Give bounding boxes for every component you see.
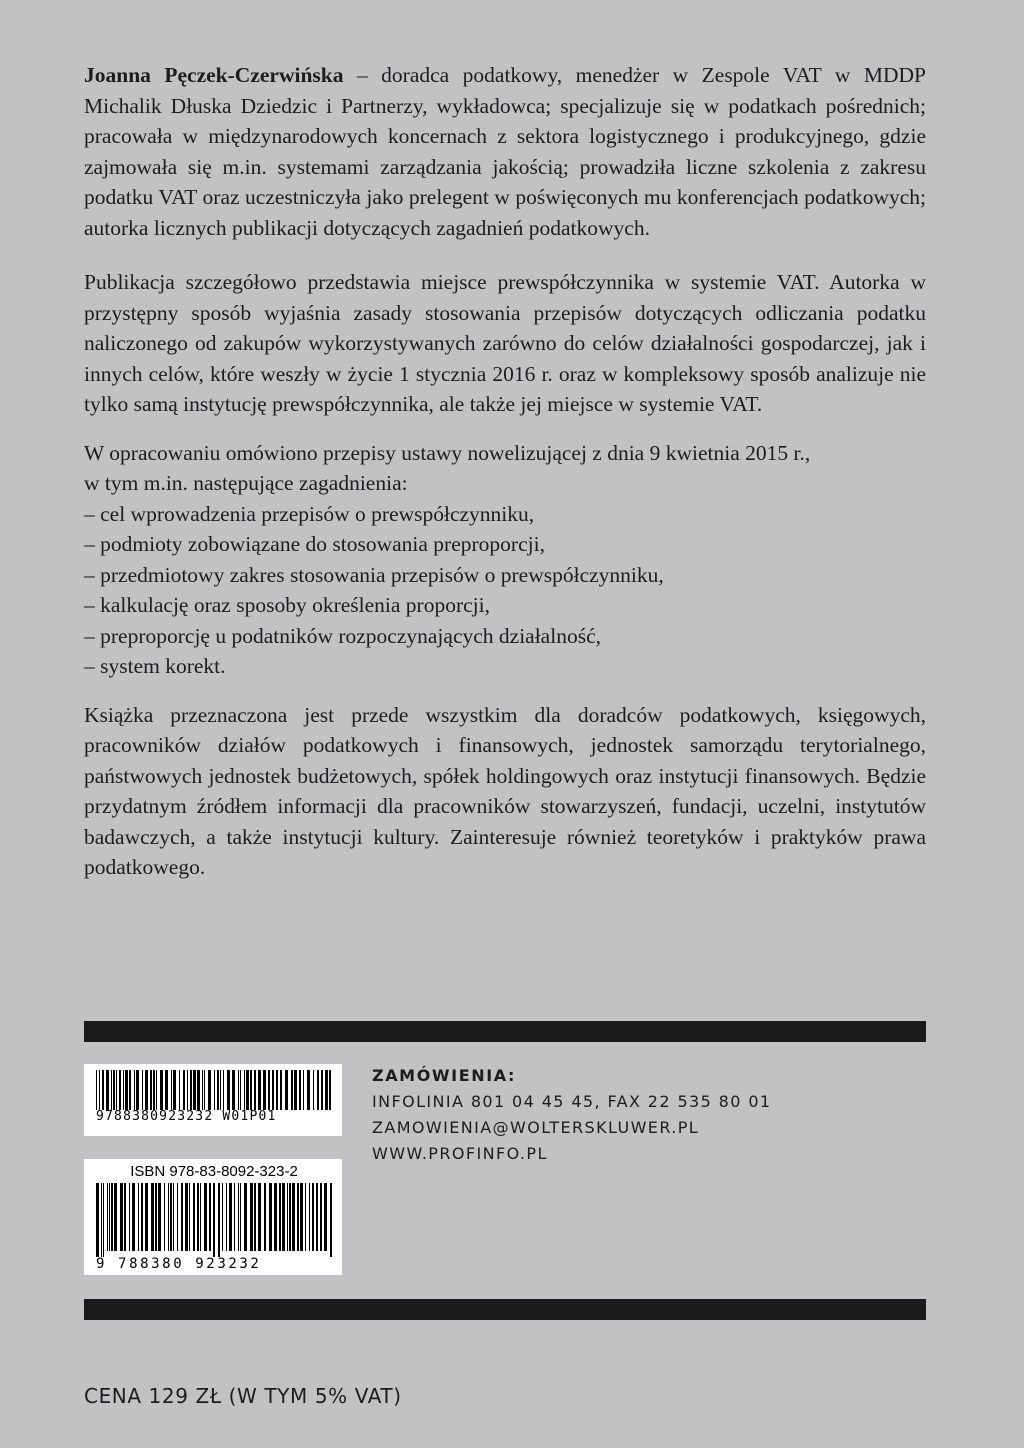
barcode-stripe	[109, 1183, 110, 1251]
barcode-stripe	[254, 1183, 256, 1251]
barcode-stripe	[158, 1183, 161, 1251]
barcode-stripe	[291, 1070, 293, 1110]
barcode-stripe	[238, 1070, 239, 1110]
barcode-stripe	[168, 1183, 169, 1251]
barcode-stripe	[193, 1070, 196, 1110]
isbn-digits: 9 788380 923232	[96, 1256, 262, 1272]
back-cover-text	[84, 60, 926, 883]
barcode-stripe	[187, 1070, 188, 1110]
barcode-stripe	[173, 1183, 174, 1251]
barcode-stripe	[269, 1183, 272, 1251]
barcode-stripe	[123, 1070, 124, 1110]
barcode-stripe	[138, 1183, 139, 1251]
barcode-stripe	[297, 1183, 299, 1251]
barcode-stripe	[282, 1183, 285, 1251]
barcode-stripe	[181, 1183, 183, 1251]
barcode-stripe	[164, 1183, 165, 1251]
barcode-stripe	[321, 1070, 323, 1110]
barcode-stripe	[113, 1070, 115, 1110]
barcode-stripe	[272, 1070, 274, 1110]
barcode-stripe	[217, 1070, 219, 1110]
barcode-stripe	[145, 1183, 148, 1251]
barcode-isbn	[84, 1159, 342, 1275]
barcode-stripe	[170, 1183, 172, 1251]
target-audience: Książka przeznaczona jest przede wszystkim dla doradców podatkowych, księgowych, pracowników działów podatkowych i finansowych, jednostek samorządu terytorialnego, państwowych jednostek budżetowych, spółek holdingowych oraz instytucji finansowych. Będzie przydatnym źródłem informacji dla pracowników stowarzyszeń, fundacji, uczelni, instytutów badawczych, a także instytucji kultury. Zainteresuje również teoretyków i praktyków prawa podatkowego.	[84, 702, 926, 879]
barcode-stripe	[106, 1070, 109, 1110]
barcode-stripe	[116, 1070, 117, 1110]
barcode-stripe	[220, 1070, 221, 1110]
barcode-stripe	[179, 1070, 180, 1110]
topic-item: – podmioty zobowiązane do stosowania preproporcji,	[84, 532, 545, 556]
barcode-stripe	[204, 1183, 207, 1251]
barcode-stripe	[226, 1183, 227, 1251]
author-bio-text: – doradca podatkowy, menedżer w Zespole VAT w MDDP Michalik Dłuska Dziedzic i Partnerzy, wykładowca; specjalizuje się w podatkach pośrednich; pracowała w międzynarodowych koncernach z sektora logistycznego i produkcyjnego, gdzie zajmowała się m.in. systemami zarządzania jakością; prowadziła liczne szkolenia z zakresu podatku VAT oraz uczestniczyła jako prelegent w poświęconych mu konferencjach podatkowych; autorka licznych publikacji dotyczących zagadnień podatkowych.	[84, 63, 926, 240]
scope-intro-line-1: W opracowaniu omówiono przepisy ustawy nowelizującej z dnia 9 kwietnia 2015 r.,	[84, 440, 811, 465]
barcode-stripe	[287, 1183, 288, 1251]
barcode-stripe	[173, 1070, 176, 1110]
divider-bar-top	[84, 1021, 926, 1042]
barcode-stripe	[190, 1070, 192, 1110]
barcode-stripe	[114, 1183, 117, 1251]
barcode-stripe	[234, 1183, 235, 1251]
barcode-stripe	[274, 1183, 277, 1251]
barcode-stripe	[294, 1070, 297, 1110]
barcode-internal	[84, 1064, 342, 1136]
barcode-stripe	[200, 1183, 201, 1251]
barcode-stripe	[223, 1070, 224, 1110]
barcode-stripe	[263, 1070, 266, 1110]
barcode-stripe	[107, 1183, 108, 1251]
barcode-stripe	[244, 1070, 245, 1110]
barcode-stripe	[103, 1183, 104, 1257]
barcode-internal-digits: 9788380923232 W01P01	[96, 1109, 277, 1124]
barcode-stripe	[214, 1070, 215, 1110]
barcode-stripe	[330, 1183, 332, 1257]
barcode-stripe	[193, 1183, 195, 1251]
barcode-stripe	[177, 1183, 178, 1251]
barcode-stripe	[145, 1070, 148, 1110]
barcode-stripe	[313, 1070, 314, 1110]
barcode-stripe	[222, 1183, 223, 1251]
barcode-stripe	[316, 1183, 318, 1251]
barcode-stripe	[292, 1183, 295, 1251]
barcode-stripe	[279, 1183, 281, 1251]
barcode-stripe	[244, 1183, 247, 1251]
topic-item: – preproporcję u podatników rozpoczynających działalność,	[84, 623, 601, 648]
barcode-stripe	[185, 1183, 188, 1251]
barcode-stripe	[258, 1183, 261, 1251]
barcode-stripe	[232, 1070, 235, 1110]
barcode-stripe	[258, 1070, 261, 1110]
barcode-stripe	[280, 1070, 282, 1110]
topic-item: – cel wprowadzenia przepisów o prewspółczynniku,	[84, 501, 535, 526]
barcode-stripe	[264, 1183, 266, 1251]
barcode-stripe	[197, 1070, 200, 1110]
order-info	[372, 1063, 771, 1167]
barcode-stripe	[246, 1070, 249, 1110]
barcode-stripe	[102, 1070, 104, 1110]
barcode-stripe	[320, 1183, 322, 1251]
barcode-stripe	[329, 1070, 331, 1110]
barcode-stripe	[299, 1070, 301, 1110]
barcode-stripe	[119, 1070, 121, 1110]
barcode-stripe	[101, 1183, 102, 1257]
scope-section	[84, 438, 926, 682]
barcode-stripe	[240, 1183, 241, 1251]
barcode-stripe	[285, 1070, 288, 1110]
barcode-stripe	[96, 1183, 99, 1257]
barcode-stripe	[99, 1070, 100, 1110]
barcode-stripe	[317, 1070, 319, 1110]
author-bio	[84, 60, 926, 243]
barcode-stripe	[312, 1183, 314, 1251]
isbn-label: ISBN 978-83-8092-323-2	[130, 1163, 298, 1180]
book-description: Publikacja szczegółowo przedstawia miejsce prewspółczynnika w systemie VAT. Autorka w przystępny sposób wyjaśnia zasady stosowania przepisów dotyczących odliczania podatku naliczonego od zakupów wykorzystywanych zarówno do celów działalności gospodarczej, jak i innych celów, które weszły w życie 1 stycznia 2016 r. oraz w kompleksowy sposób analizuje nie tylko samą instytucję prewspółczynnika, ale także jej miejsce w systemie VAT.	[84, 270, 926, 416]
barcode-stripe	[250, 1183, 253, 1251]
barcode-stripe	[155, 1183, 157, 1251]
barcode-stripe	[325, 1070, 328, 1110]
barcode-stripe	[197, 1183, 199, 1251]
barcode-stripe	[150, 1070, 152, 1110]
barcode-stripe	[136, 1070, 139, 1110]
barcode-stripe	[303, 1070, 304, 1110]
barcode-stripe	[202, 1070, 203, 1110]
topic-item: – kalkulację oraz sposoby określenia proporcji,	[84, 593, 490, 617]
barcode-stripe	[142, 1070, 143, 1110]
barcode-stripe	[120, 1183, 123, 1251]
divider-bar-bottom	[84, 1299, 926, 1320]
barcode-stripe	[156, 1070, 157, 1110]
barcode-stripe	[183, 1070, 185, 1110]
topic-item: – system korekt.	[84, 654, 226, 678]
author-name: Joanna Pęczek-Czerwińska	[84, 63, 344, 87]
barcode-stripe	[134, 1070, 135, 1110]
barcode-stripe	[189, 1183, 190, 1251]
barcode-stripe	[305, 1183, 306, 1251]
barcode-stripe	[289, 1183, 291, 1251]
barcode-stripe	[124, 1183, 126, 1251]
isbn-barcode-bars	[96, 1183, 332, 1257]
price-label: CENA 129 ZŁ (W TYM 5% VAT)	[84, 1384, 402, 1408]
barcode-stripe	[208, 1070, 211, 1110]
barcode-stripe	[209, 1183, 211, 1251]
barcode-stripe	[240, 1070, 241, 1110]
barcode-stripe	[204, 1070, 205, 1110]
order-phone: INFOLINIA 801 04 45 45, FAX 22 535 80 01	[372, 1092, 772, 1111]
barcode-stripe	[309, 1183, 310, 1251]
barcode-bars	[96, 1070, 332, 1110]
barcode-stripe	[171, 1070, 172, 1110]
barcode-stripe	[125, 1070, 128, 1110]
barcode-stripe	[238, 1183, 239, 1251]
barcode-stripe	[307, 1070, 310, 1110]
order-title: ZAMÓWIENIA:	[372, 1066, 517, 1085]
order-email[interactable]: ZAMOWIENIA@WOLTERSKLUWER.PL	[372, 1118, 700, 1137]
barcode-stripe	[218, 1183, 220, 1257]
barcode-stripe	[300, 1183, 303, 1251]
barcode-stripe	[129, 1183, 130, 1251]
barcode-stripe	[254, 1070, 256, 1110]
barcode-stripe	[250, 1070, 252, 1110]
barcode-stripe	[213, 1183, 215, 1257]
scope-intro-line-2: w tym m.in. następujące zagadnienia:	[84, 471, 408, 495]
barcode-stripe	[96, 1070, 97, 1110]
barcode-stripe	[160, 1070, 163, 1110]
topics-list	[84, 499, 926, 682]
barcode-stripe	[129, 1070, 131, 1110]
barcode-stripe	[268, 1070, 270, 1110]
barcode-stripe	[165, 1070, 168, 1110]
barcode-stripe	[132, 1183, 135, 1251]
barcode-stripe	[324, 1183, 327, 1251]
barcode-stripe	[111, 1183, 113, 1251]
barcode-stripe	[227, 1070, 230, 1110]
barcode-stripe	[111, 1070, 112, 1110]
barcode-stripe	[151, 1183, 154, 1251]
barcode-stripe	[229, 1183, 232, 1251]
order-website[interactable]: WWW.PROFINFO.PL	[372, 1144, 548, 1163]
topic-item: – przedmiotowy zakres stosowania przepisów o prewspółczynniku,	[84, 562, 664, 587]
barcode-stripe	[276, 1070, 278, 1110]
barcode-stripe	[141, 1183, 143, 1251]
barcode-stripe	[153, 1070, 155, 1110]
